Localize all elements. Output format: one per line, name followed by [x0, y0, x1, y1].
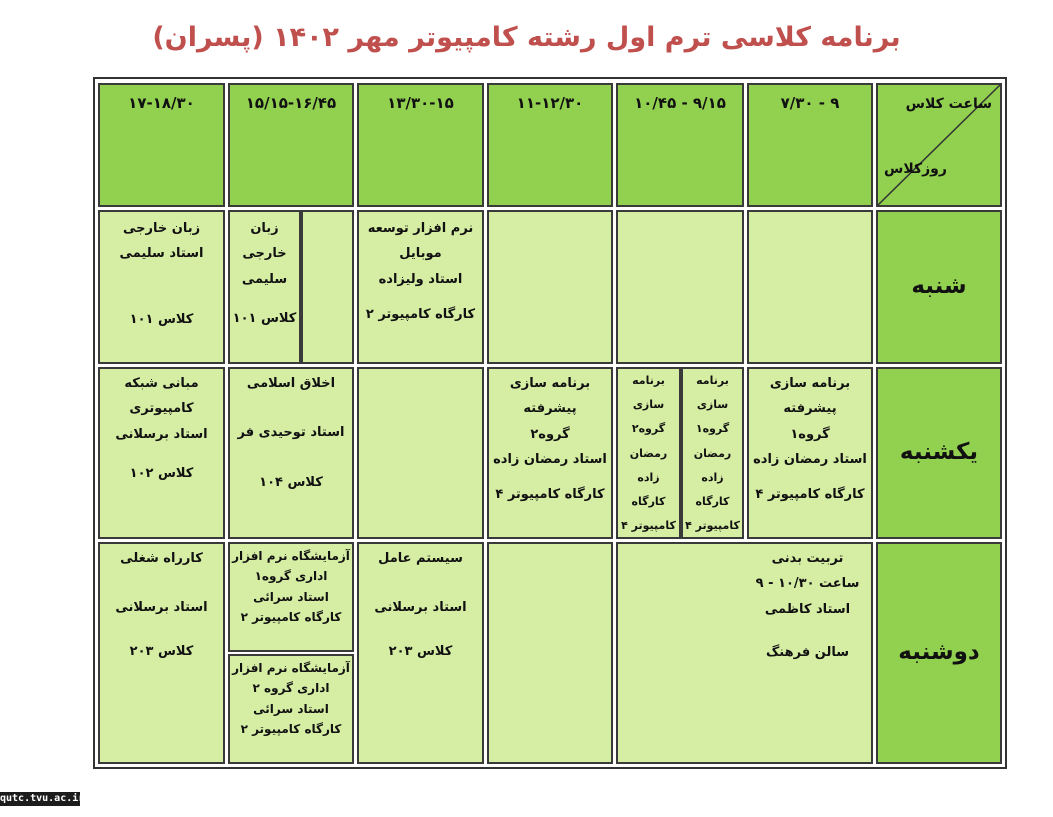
course-group: گروه۱ — [790, 426, 830, 442]
empty-cell — [301, 210, 354, 364]
course-title: زبان خارجی — [122, 221, 201, 236]
course-room: کارگاه کامپیوتر ۲ — [240, 610, 342, 625]
course-instructor: سلیمی — [241, 271, 288, 287]
course-advanced-programming-g2 — [487, 367, 613, 539]
course-room: کلاس ۱۰۱ — [232, 311, 297, 327]
course-title-cont: سازی — [696, 398, 729, 412]
course-group: گروه۲ — [631, 422, 666, 436]
empty-cell — [616, 210, 744, 364]
course-room: کارگاه — [695, 494, 730, 508]
course-title: اخلاق اسلامی — [246, 376, 336, 391]
course-title-cont: خارجی — [242, 246, 287, 262]
course-islamic-ethics — [228, 367, 354, 539]
course-instructor-cont: زاده — [637, 470, 660, 484]
course-title: زبان — [250, 221, 279, 236]
course-instructor: استاد سلیمی — [119, 246, 204, 262]
course-group: گروه۱ — [695, 422, 730, 436]
course-title: کارراه شغلی — [120, 551, 203, 566]
time-header-6: ۱۷-۱۸/۳۰ — [98, 83, 225, 207]
course-title: تربیت بدنی — [771, 551, 844, 566]
course-room: کلاس ۱۰۲ — [129, 466, 194, 482]
course-instructor: رمضان — [629, 446, 668, 460]
course-operating-system — [357, 542, 484, 764]
footer-url: qutc.tvu.ac.ir — [0, 793, 85, 804]
course-instructor: استاد سرائی — [253, 701, 329, 716]
course-room: سالن فرهنگ — [765, 645, 849, 661]
course-instructor: استاد توحیدی فر — [237, 425, 345, 441]
empty-cell — [487, 210, 613, 364]
course-title-cont: کامپیوتری — [129, 401, 194, 417]
course-office-software-lab-g2 — [228, 654, 354, 764]
course-title: برنامه سازی پیشرفته — [769, 376, 851, 417]
empty-cell — [487, 542, 613, 764]
course-instructor: استاد کاظمی — [764, 601, 851, 617]
corner-header-cell — [876, 83, 1002, 207]
course-programming-g1 — [681, 367, 744, 539]
course-group: گروه۲ — [530, 426, 570, 442]
time-header-5: ۱۵/۱۵-۱۶/۴۵ — [228, 83, 354, 207]
course-foreign-language — [98, 210, 225, 364]
course-room-cont: کامپیوتر ۴ — [685, 519, 740, 533]
course-mobile-dev — [357, 210, 484, 364]
day-sunday: یکشنبه — [876, 367, 1002, 539]
course-instructor: استاد برسلانی — [115, 600, 208, 616]
course-room: کارگاه — [631, 494, 666, 508]
course-title: آزمایشگاه نرم افزار — [232, 661, 350, 675]
course-career-path — [98, 542, 225, 764]
day-saturday: شنبه — [876, 210, 1002, 364]
course-office-software-lab-g1 — [228, 542, 354, 652]
course-room-cont: کامپیوتر ۴ — [621, 519, 676, 533]
course-title-cont: سازی — [632, 398, 665, 412]
time-header-2: ۹/۱۵ - ۱۰/۴۵ — [616, 83, 744, 207]
course-programming-g2 — [616, 367, 681, 539]
course-instructor: استاد رمضان زاده — [753, 452, 867, 468]
corner-day-label: روزکلاس — [884, 160, 947, 177]
course-instructor: استاد سرائی — [253, 589, 329, 604]
empty-cell — [747, 210, 873, 364]
time-header-4: ۱۳/۳۰-۱۵ — [357, 83, 484, 207]
course-instructor: استاد برسلانی — [374, 600, 467, 616]
course-group: اداری گروه۱ — [254, 569, 328, 584]
course-title: آزمایشگاه نرم افزار — [232, 549, 350, 563]
course-room: کلاس ۲۰۳ — [388, 643, 453, 659]
course-title-cont: موبایل — [399, 246, 442, 262]
time-header-3: ۱۱-۱۲/۳۰ — [487, 83, 613, 207]
course-instructor-cont: زاده — [701, 470, 724, 484]
course-foreign-language-narrow — [228, 210, 301, 364]
time-header-1: ۹ - ۷/۳۰ — [747, 83, 873, 207]
course-instructor: استاد برسلانی — [115, 426, 208, 442]
course-room: کارگاه کامپیوتر ۴ — [755, 487, 865, 503]
course-room: کلاس ۱۰۴ — [259, 474, 323, 490]
course-title: برنامه — [696, 374, 729, 387]
course-room: کلاس ۲۰۳ — [129, 643, 194, 659]
course-title: مبانی شبکه — [124, 376, 199, 391]
course-instructor: استاد ولیزاده — [378, 271, 463, 287]
course-title: برنامه — [632, 374, 665, 387]
course-room: کارگاه کامپیوتر ۴ — [495, 487, 605, 503]
course-title: نرم افزار توسعه — [367, 221, 474, 236]
course-instructor: استاد رمضان زاده — [493, 452, 607, 468]
course-network-basics — [98, 367, 225, 539]
course-room: کلاس ۱۰۱ — [129, 311, 194, 327]
empty-cell — [357, 367, 484, 539]
course-title: برنامه سازی پیشرفته — [509, 376, 591, 417]
course-instructor: رمضان — [693, 446, 732, 460]
course-advanced-programming-g1 — [747, 367, 873, 539]
course-time: ساعت ۱۰/۳۰ - ۹ — [755, 576, 860, 592]
course-room: کارگاه کامپیوتر ۲ — [240, 722, 342, 737]
day-monday: دوشنبه — [876, 542, 1002, 764]
course-physical-education — [616, 542, 873, 764]
course-title: سیستم عامل — [378, 551, 463, 566]
course-group: اداری گروه ۲ — [252, 681, 330, 696]
page-title: برنامه کلاسی ترم اول رشته کامپیوتر مهر ۱۴۰۲ (پسران) — [152, 22, 901, 53]
course-room: کارگاه کامپیوتر ۲ — [365, 307, 476, 323]
corner-time-label: ساعت کلاس — [905, 96, 992, 112]
